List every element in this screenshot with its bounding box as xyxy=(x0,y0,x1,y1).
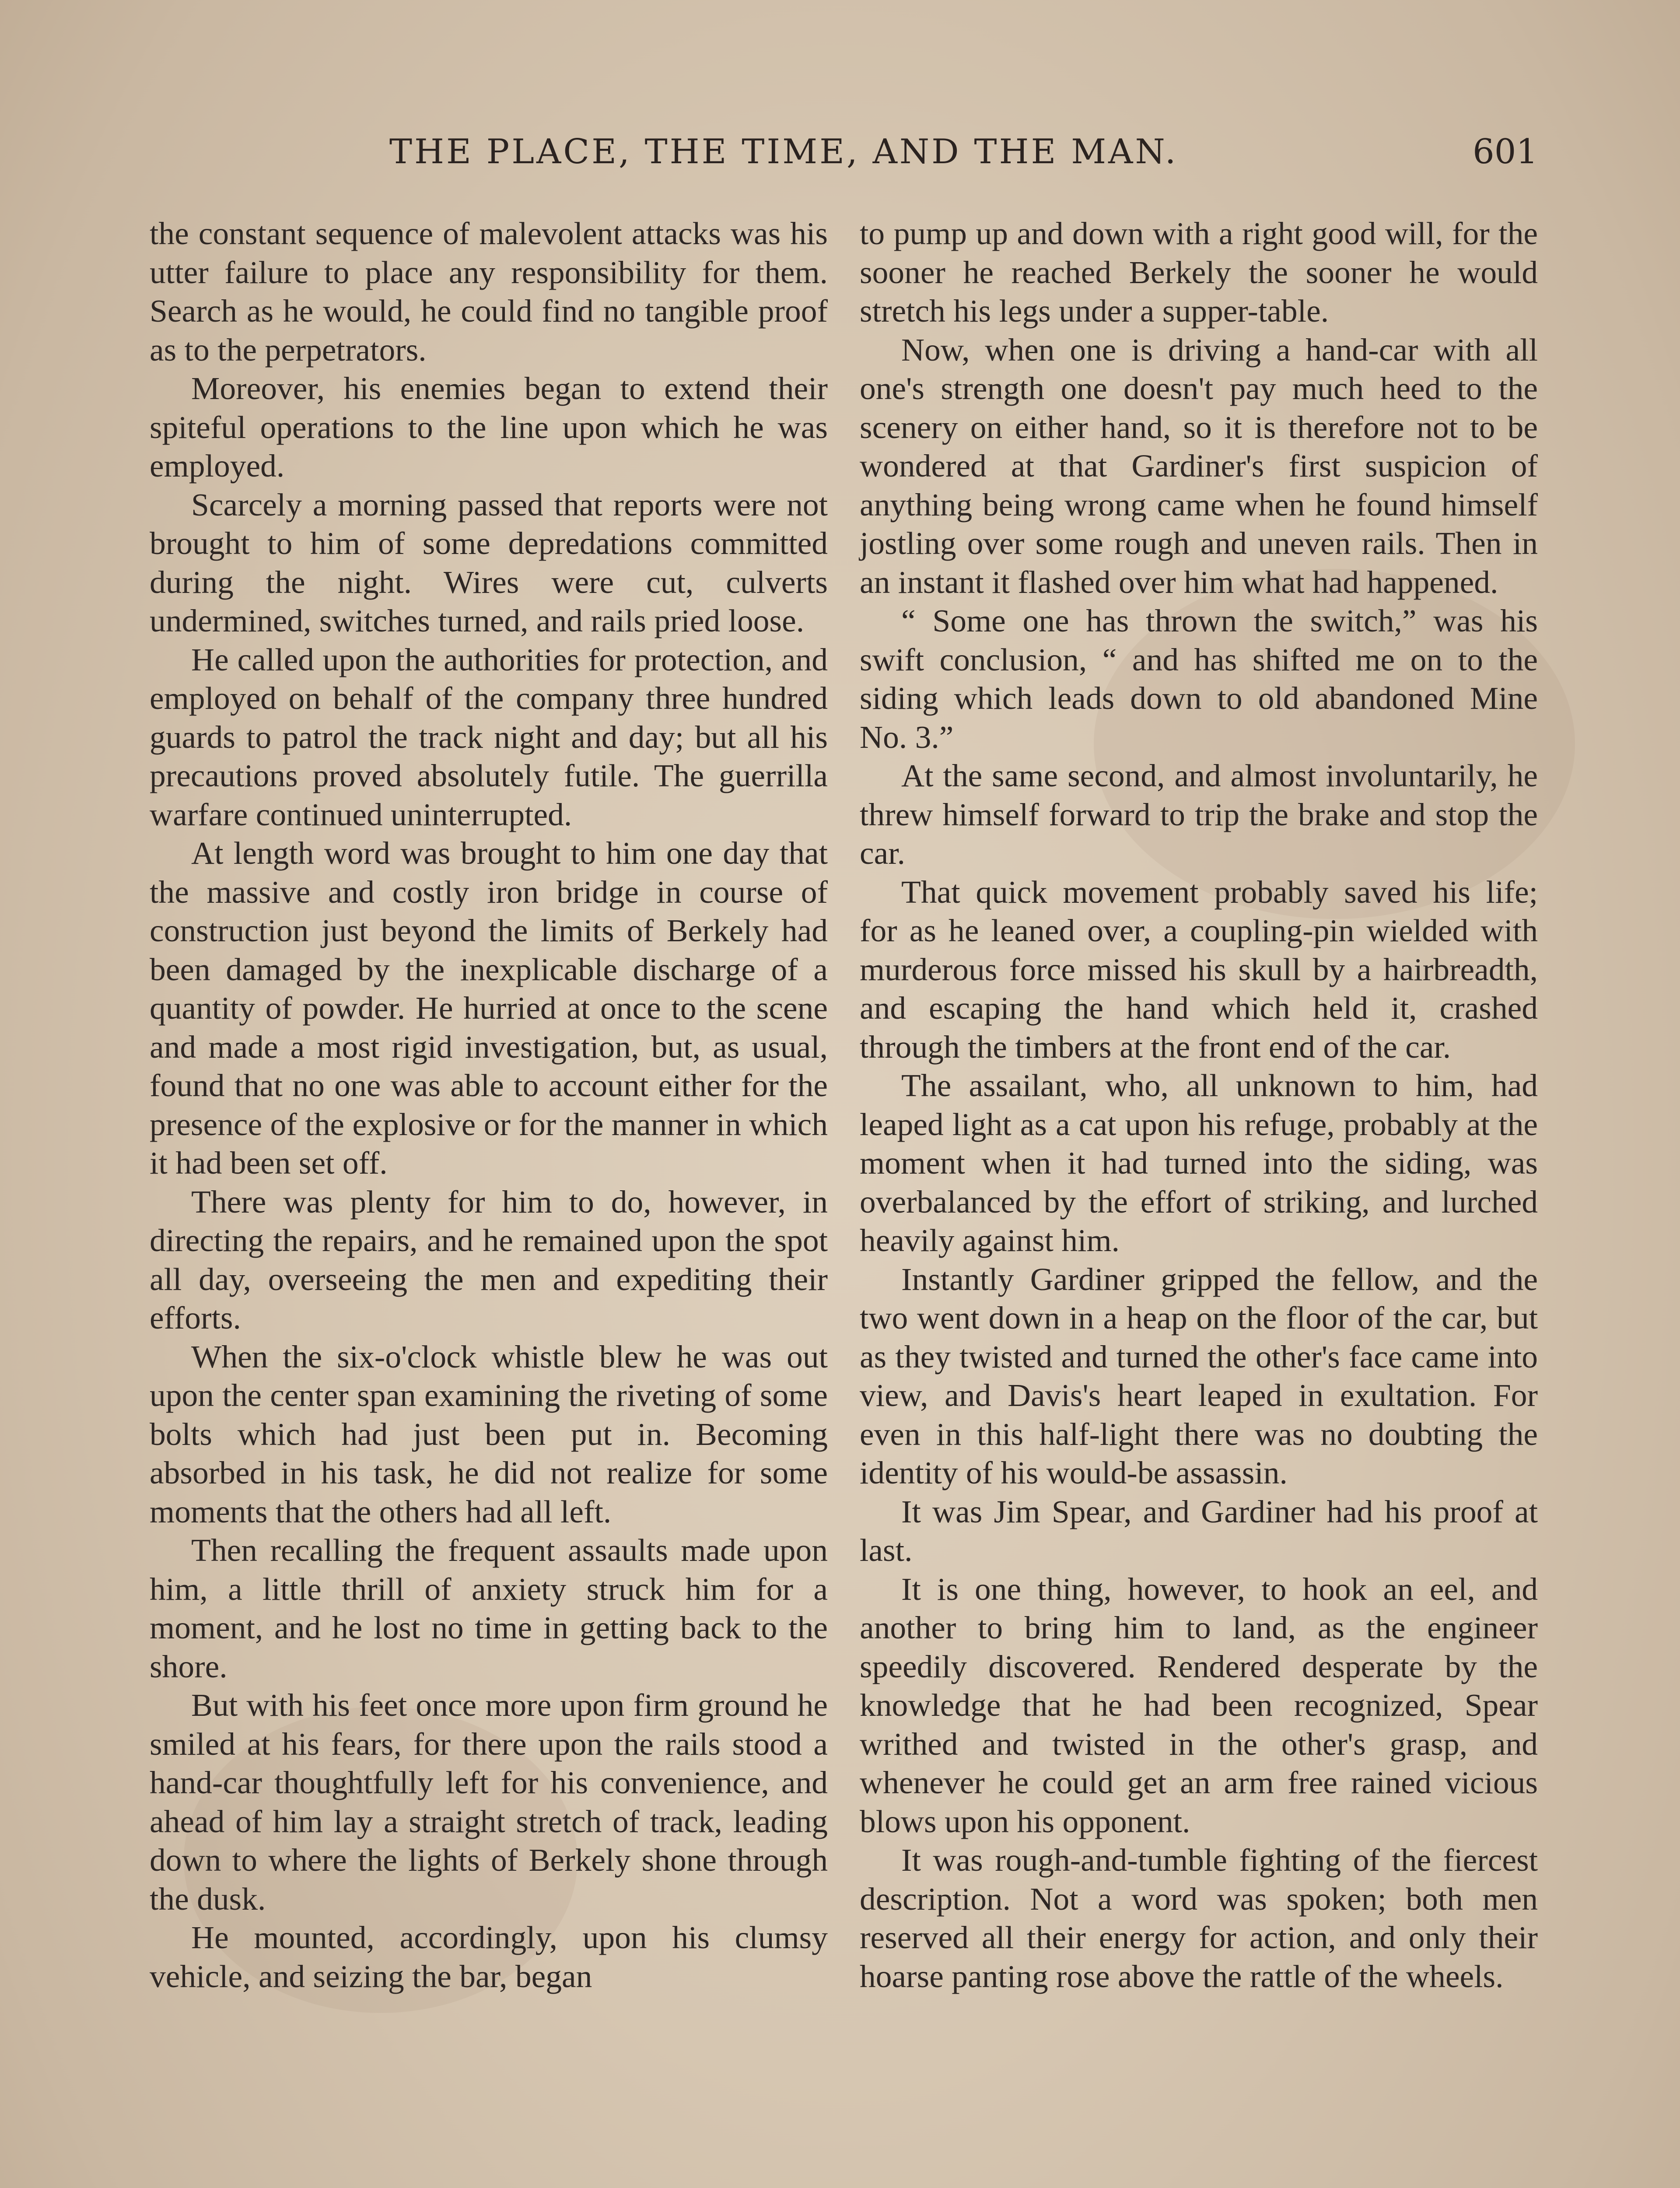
paragraph: Then recalling the frequent assaults made upon him, a little thrill of anxiety struck him for a moment, and he lost no time in getting back to the shore. xyxy=(150,1532,828,1684)
paragraph: It is one thing, however, to hook an eel, and another to bring him to land, as the engineer speedily discovered. Rendered desperate by the knowledge that he had been recognized, Spear writhed and twisted in the other's grasp, and whenever he could get an arm free rained vicious blows upon his opponent. xyxy=(860,1571,1538,1839)
paragraph: At length word was brought to him one day that the massive and costly iron bridge in course of construction just beyond the limits of Berkely had been damaged by the inexplicable discharge of a quantity of powder. He hurried at once to the scene and made a most rigid investigation, but, as usual, found that no one was able to account either for the presence of the explosive or for the manner in which it had been set off. xyxy=(150,835,828,1181)
right-column xyxy=(860,214,1538,1996)
paragraph: to pump up and down with a right good will, for the sooner he reached Berkely the sooner he would stretch his legs under a supper-table. xyxy=(860,216,1538,329)
paragraph: It was Jim Spear, and Gardiner had his proof at last. xyxy=(860,1494,1538,1568)
paragraph: That quick movement probably saved his life; for as he leaned over, a coupling-pin wielded with murderous force missed his skull by a hairbreadth, and escaping the hand which held it, crashed through the timbers at the front end of the car. xyxy=(860,874,1538,1065)
paragraph: It was rough-and-tumble fighting of the fiercest description. Not a word was spoken; both men reserved all their energy for action, and only their hoarse panting rose above the rattle of the wheels. xyxy=(860,1842,1538,1994)
paragraph: Scarcely a morning passed that reports were not brought to him of some depredations committed during the night. Wires were cut, culverts undermined, switches turned, and rails pried loose. xyxy=(150,487,828,638)
running-title: THE PLACE, THE TIME, AND THE MAN. xyxy=(389,132,1178,172)
paragraph: “ Some one has thrown the switch,” was his swift conclusion, “ and has shifted me on to the siding which leads down to old abandoned Mine No. 3.” xyxy=(860,603,1538,755)
left-column xyxy=(150,214,828,1996)
paragraph: Moreover, his enemies began to extend their spiteful operations to the line upon which he was employed. xyxy=(150,371,828,484)
paragraph: He called upon the authorities for protection, and employed on behalf of the company three hundred guards to patrol the track night and day; but all his precautions proved absolutely futile. The guerrilla warfare continued uninterrupted. xyxy=(150,642,828,832)
page-header xyxy=(144,127,1538,188)
paragraph: Now, when one is driving a hand-car with all one's strength one doesn't pay much heed to the scenery on either hand, so it is therefore not to be wondered at that Gardiner's first suspicion of anything being wrong came when he found himself jostling over some rough and uneven rails. Then in an instant it flashed over him what had happened. xyxy=(860,332,1538,600)
paragraph: the constant sequence of malevolent attacks was his utter failure to place any responsibility for them. Search as he would, he could find no tangible proof as to the perpetrators. xyxy=(150,216,828,368)
paragraph: Instantly Gardiner gripped the fellow, and the two went down in a heap on the floor of the car, but as they twisted and turned the other's face came into view, and Davis's heart leaped in exultation. For even in this half-light there was no doubting the identity of his would-be assassin. xyxy=(860,1261,1538,1490)
page-number: 601 xyxy=(1473,132,1538,172)
paragraph: At the same second, and almost involuntarily, he threw himself forward to trip the brake and stop the car. xyxy=(860,758,1538,871)
paragraph: But with his feet once more upon firm ground he smiled at his fears, for there upon the rails stood a hand-car thoughtfully left for his convenience, and ahead of him lay a straight stretch of track, leading down to where the lights of Berkely shone through the dusk. xyxy=(150,1687,828,1917)
paragraph: When the six-o'clock whistle blew he was out upon the center span examining the riveting of some bolts which had just been put in. Becoming absorbed in his task, he did not realize for some moments that the others had all left. xyxy=(150,1339,828,1529)
paragraph: He mounted, accordingly, upon his clumsy vehicle, and seizing the bar, began xyxy=(150,1920,828,1994)
paragraph: The assailant, who, all unknown to him, had leaped light as a cat upon his refuge, probably at the moment when it had turned into the siding, was overbalanced by the effort of striking, and lurched heavily against him. xyxy=(860,1068,1538,1258)
paragraph: There was plenty for him to do, however, in directing the repairs, and he remained upon the spot all day, overseeing the men and expediting their efforts. xyxy=(150,1184,828,1336)
